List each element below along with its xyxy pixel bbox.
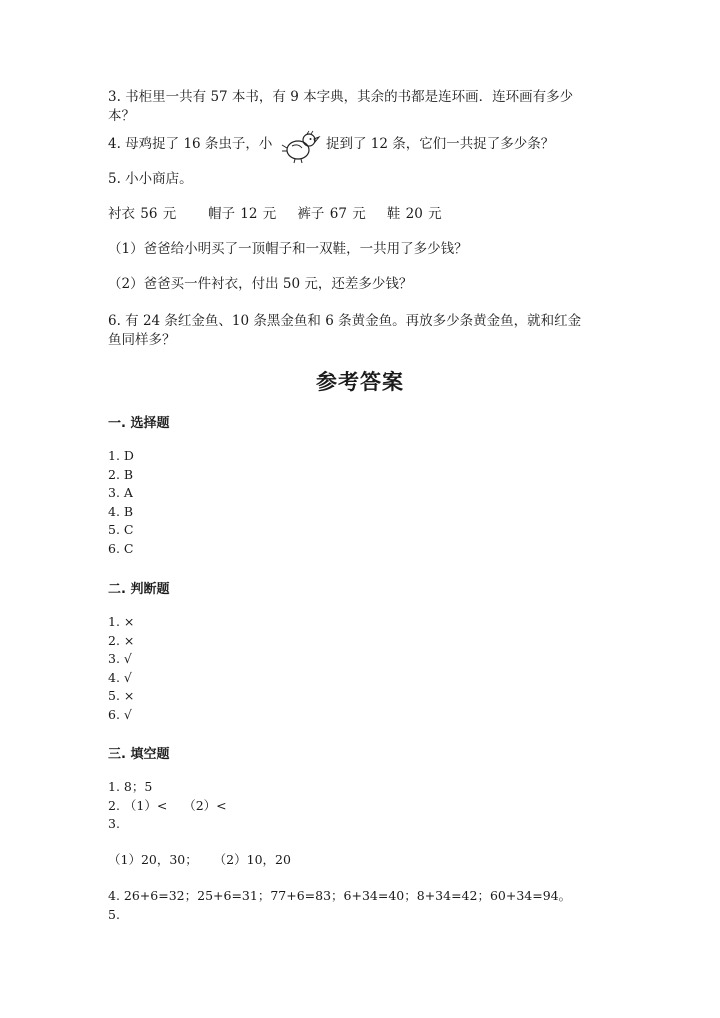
answer-item: 5. C bbox=[108, 522, 134, 537]
answer-item: 2. （1）< （2）< bbox=[108, 797, 227, 813]
section-3-item-4: 4. 26+6=32；25+6=31；77+6=83；6+34=40；8+34=42；60+34=94。 bbox=[108, 888, 572, 903]
answer-item: 1. D bbox=[108, 448, 134, 463]
answer-item: 4. B bbox=[108, 503, 134, 519]
answer-item: 3. √ bbox=[108, 651, 132, 666]
question-6-line-2: 鱼同样多？ bbox=[108, 332, 176, 348]
section-1-heading: 一. 选择题 bbox=[108, 416, 170, 431]
answer-item: 3. bbox=[108, 816, 120, 831]
question-5-title: 5. 小小商店。 bbox=[108, 171, 193, 187]
answer-item: 4. √ bbox=[108, 669, 132, 685]
question-6-line-1: 6. 有 24 条红金鱼、10 条黑金鱼和 6 条黄金鱼。再放多少条黄金鱼，就和红金 bbox=[108, 313, 582, 329]
question-5-sub-2: （2）爸爸买一件衬衣，付出 50 元，还差多少钱？ bbox=[108, 276, 413, 292]
question-3-line-1: 3. 书柜里一共有 57 本书，有 9 本字典，其余的书都是连环画．连环画有多少 bbox=[108, 89, 574, 105]
answer-item: 1. × bbox=[108, 614, 135, 629]
answer-item: 1. 8；5 bbox=[108, 779, 153, 794]
section-3-answers bbox=[108, 778, 227, 834]
question-3-line-2: 本？ bbox=[108, 108, 135, 124]
section-3-item-3-detail: （1）20，30； （2）10，20 bbox=[108, 852, 291, 867]
answer-item: 5. × bbox=[108, 688, 135, 703]
answer-item: 3. A bbox=[108, 485, 133, 500]
answer-title: 参考答案 bbox=[316, 369, 404, 394]
answer-item: 2. B bbox=[108, 466, 134, 482]
section-2-answers bbox=[108, 613, 134, 724]
section-3-heading: 三. 填空题 bbox=[108, 747, 170, 762]
answer-item: 2. × bbox=[108, 632, 135, 648]
question-4-part-2: 捉到了 12 条，它们一共捉了多少条？ bbox=[326, 136, 555, 152]
answer-item: 6. C bbox=[108, 540, 134, 556]
question-5-sub-1: （1）爸爸给小明买了一顶帽子和一双鞋，一共用了多少钱？ bbox=[108, 241, 468, 257]
chick-icon bbox=[280, 130, 322, 164]
answer-item: 6. √ bbox=[108, 706, 132, 722]
section-1-answers bbox=[108, 447, 134, 558]
question-5-prices: 衬衣 56 元 帽子 12 元 裤子 67 元 鞋 20 元 bbox=[108, 206, 442, 222]
section-3-item-5: 5. bbox=[108, 907, 120, 922]
section-2-heading: 二. 判断题 bbox=[108, 582, 170, 597]
question-4-part-1: 4. 母鸡捉了 16 条虫子，小 bbox=[108, 136, 273, 152]
